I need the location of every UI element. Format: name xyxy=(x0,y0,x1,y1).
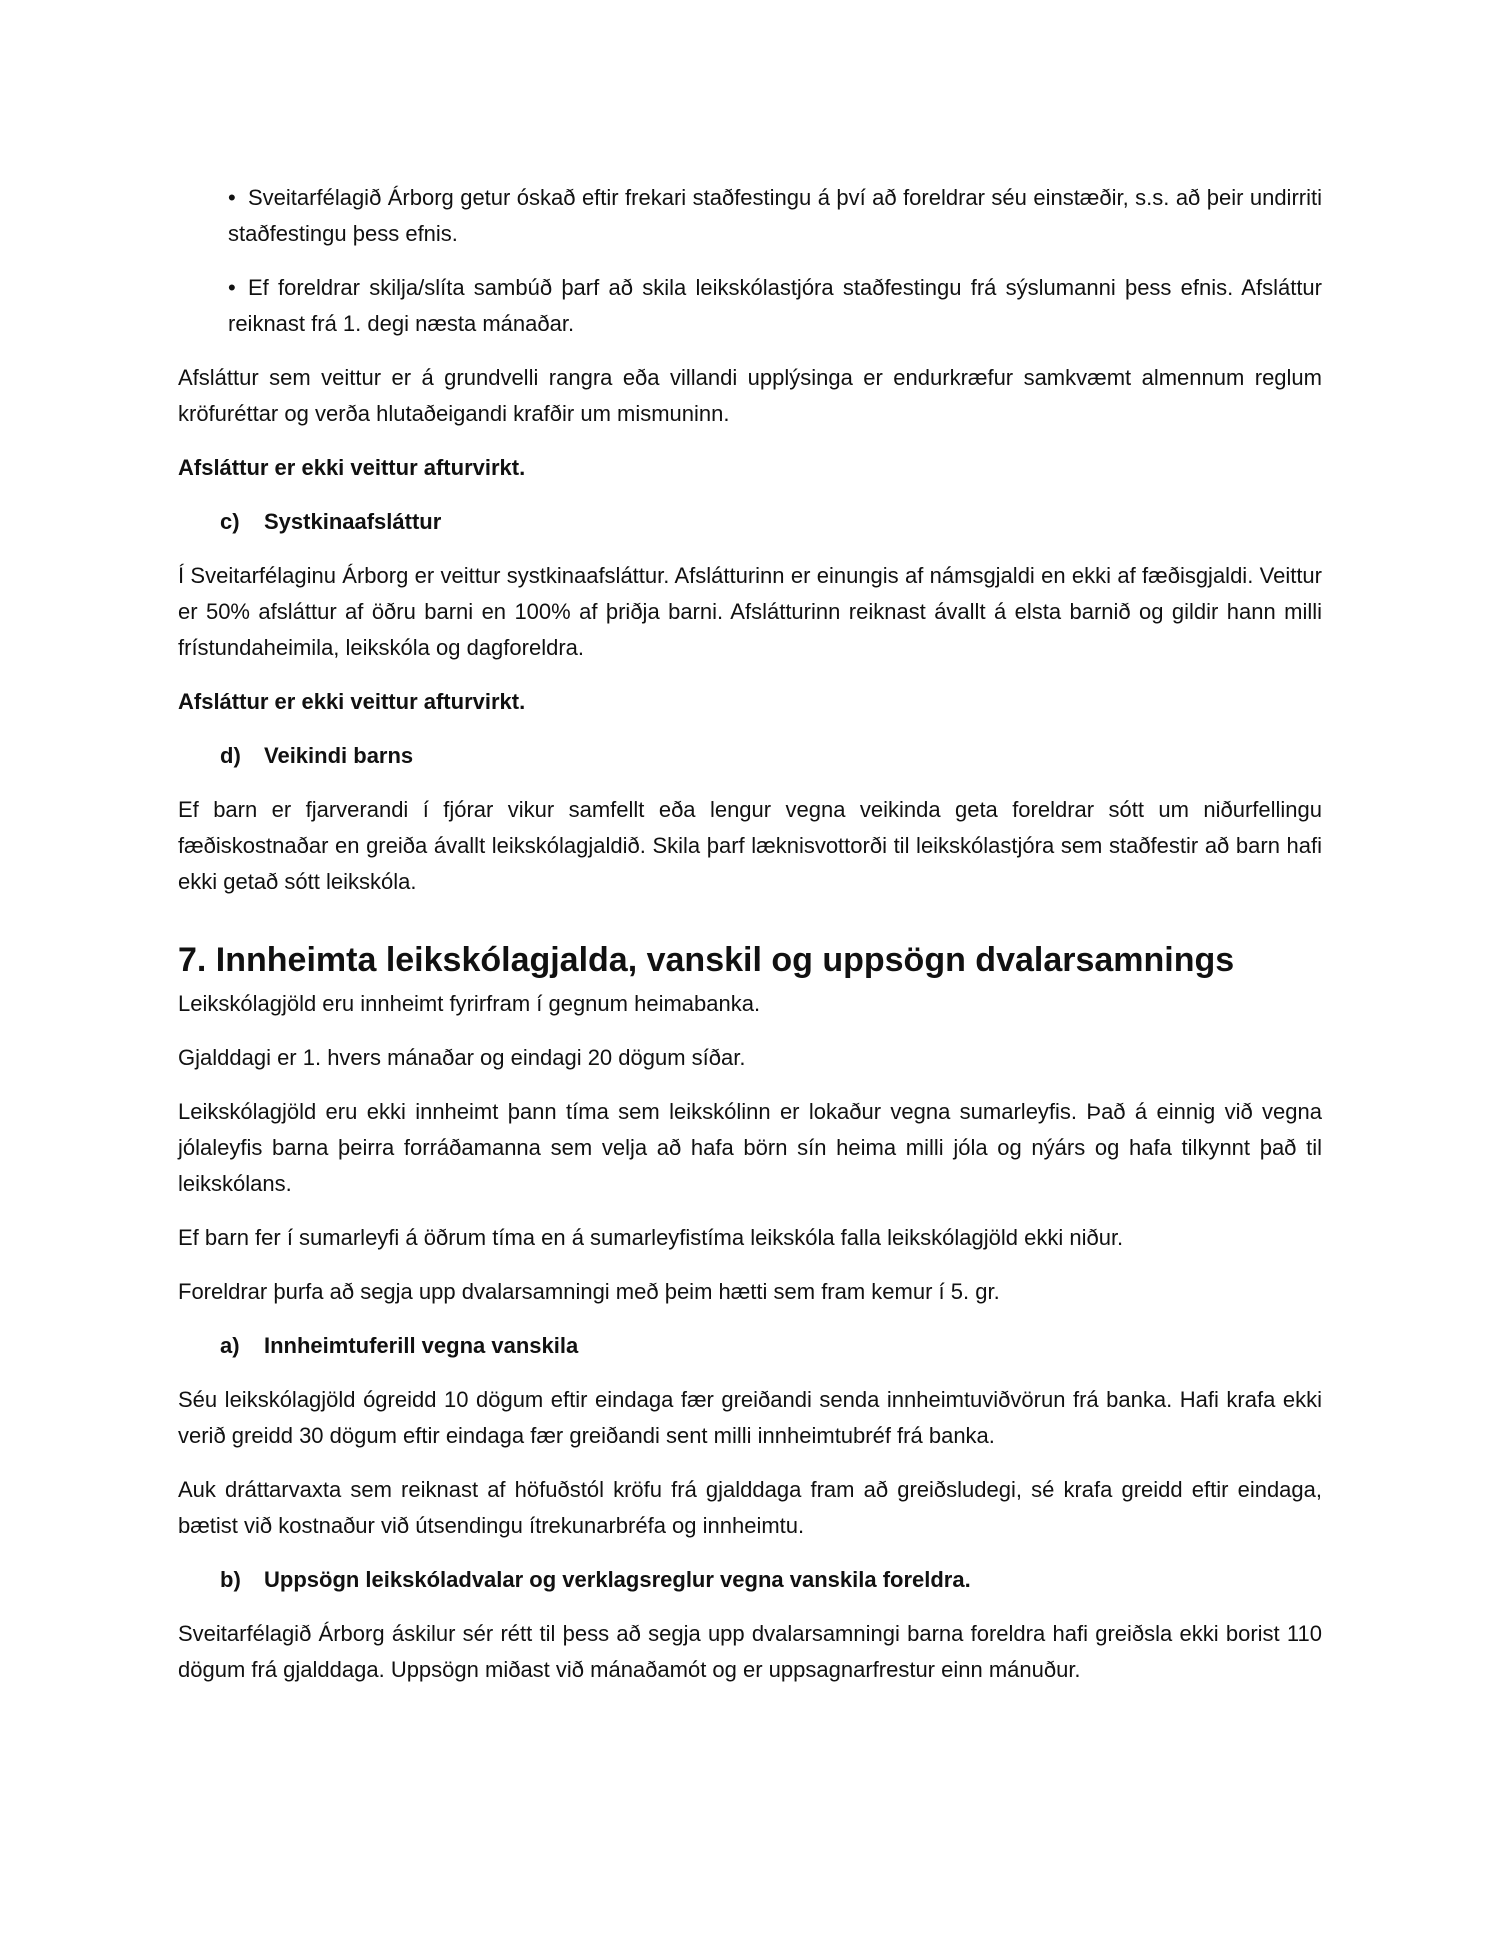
paragraph-innheimt: Leikskólagjöld eru innheimt fyrirfram í gegnum heimabanka. xyxy=(178,991,761,1016)
bullet-text: Ef foreldrar skilja/slíta sambúð þarf að skila leikskólastjóra staðfestingu frá sýslumanni þess efnis. Afsláttur reiknast frá 1. degi næsta mánaðar. xyxy=(228,275,1322,336)
subheading-title: Innheimtuferill vegna vanskila xyxy=(264,1333,579,1358)
bullet-text: Sveitarfélagið Árborg getur óskað eftir frekari staðfestingu á því að foreldrar séu einstæðir, s.s. að þeir undirriti staðfestingu þess efnis. xyxy=(228,185,1322,246)
paragraph-rangra-upplysinga: Afsláttur sem veittur er á grundvelli rangra eða villandi upplýsinga er endurkræfur samkvæmt almennum reglum kröfuréttar og verða hlutaðeigandi krafðir um mismuninn. xyxy=(178,365,1322,426)
subheading-title: Veikindi barns xyxy=(264,743,414,768)
subheading-b xyxy=(178,1562,1322,1598)
subheading-letter: d) xyxy=(220,743,241,768)
document-page xyxy=(178,180,1322,1706)
subheading-a xyxy=(178,1328,1322,1364)
bullet-item xyxy=(228,180,1322,252)
bold-note-afturvirkt: Afsláttur er ekki veittur afturvirkt. xyxy=(178,689,526,714)
subheading-d xyxy=(178,738,1322,774)
paragraph-drattarvextir: Auk dráttarvaxta sem reiknast af höfuðstól kröfu frá gjalddaga fram að greiðsludegi, sé krafa greidd eftir eindaga, bætist við kostnaður við útsendingu ítrekunarbréfa og innheimtu. xyxy=(178,1477,1322,1538)
paragraph-systkinaafslattur: Í Sveitarfélaginu Árborg er veittur systkinaafsláttur. Afslátturinn er einungis af námsgjaldi en ekki af fæðisgjaldi. Veittur er 50% afsláttur af öðru barni en 100% af þriðja barni. Afslátturinn reiknast ávallt á elsta barnið og gildir hann milli frístundaheimila, leikskóla og dagforeldra. xyxy=(178,563,1322,660)
subheading-title: Systkinaafsláttur xyxy=(264,509,442,534)
paragraph-askilur: Sveitarfélagið Árborg áskilur sér rétt til þess að segja upp dvalarsamningi barna foreldra hafi greiðsla ekki borist 110 dögum frá gjalddaga. Uppsögn miðast við mánaðamót og er uppsagnarfrestur einn mánuður. xyxy=(178,1621,1322,1682)
paragraph-gjalddagi: Gjalddagi er 1. hvers mánaðar og eindagi 20 dögum síðar. xyxy=(178,1045,746,1070)
paragraph-odrum-tima: Ef barn fer í sumarleyfi á öðrum tíma en á sumarleyfistíma leikskóla falla leikskólagjöld ekki niður. xyxy=(178,1225,1124,1250)
section-heading-7: 7. Innheimta leikskólagjalda, vanskil og uppsögn dvalarsamnings xyxy=(178,941,1235,979)
bold-note-afturvirkt: Afsláttur er ekki veittur afturvirkt. xyxy=(178,455,526,480)
bullet-symbol: • xyxy=(228,275,236,300)
subheading-letter: c) xyxy=(220,509,240,534)
subheading-title: Uppsögn leikskóladvalar og verklagsreglur vegna vanskila foreldra. xyxy=(264,1567,971,1592)
paragraph-ogreidd: Séu leikskólagjöld ógreidd 10 dögum eftir eindaga fær greiðandi senda innheimtuviðvörun frá banka. Hafi krafa ekki verið greidd 30 dögum eftir eindaga fær greiðandi sent milli innheimtubréf frá banka. xyxy=(178,1387,1322,1448)
paragraph-segja-upp: Foreldrar þurfa að segja upp dvalarsamningi með þeim hætti sem fram kemur í 5. gr. xyxy=(178,1279,1000,1304)
bullet-item xyxy=(228,270,1322,342)
paragraph-sumarleyfi: Leikskólagjöld eru ekki innheimt þann tíma sem leikskólinn er lokaður vegna sumarleyfis. Það á einnig við vegna jólaleyfis barna þeirra forráðamanna sem velja að hafa börn sín heima milli jóla og nýárs og hafa tilkynnt það til leikskólans. xyxy=(178,1099,1322,1196)
bullet-symbol: • xyxy=(228,185,236,210)
subheading-letter: b) xyxy=(220,1567,241,1592)
subheading-c xyxy=(178,504,1322,540)
paragraph-veikindi: Ef barn er fjarverandi í fjórar vikur samfellt eða lengur vegna veikinda geta foreldrar sótt um niðurfellingu fæðiskostnaðar en greiða ávallt leikskólagjaldið. Skila þarf læknisvottorði til leikskólastjóra sem staðfestir að barn hafi ekki getað sótt leikskóla. xyxy=(178,797,1322,894)
subheading-letter: a) xyxy=(220,1333,240,1358)
